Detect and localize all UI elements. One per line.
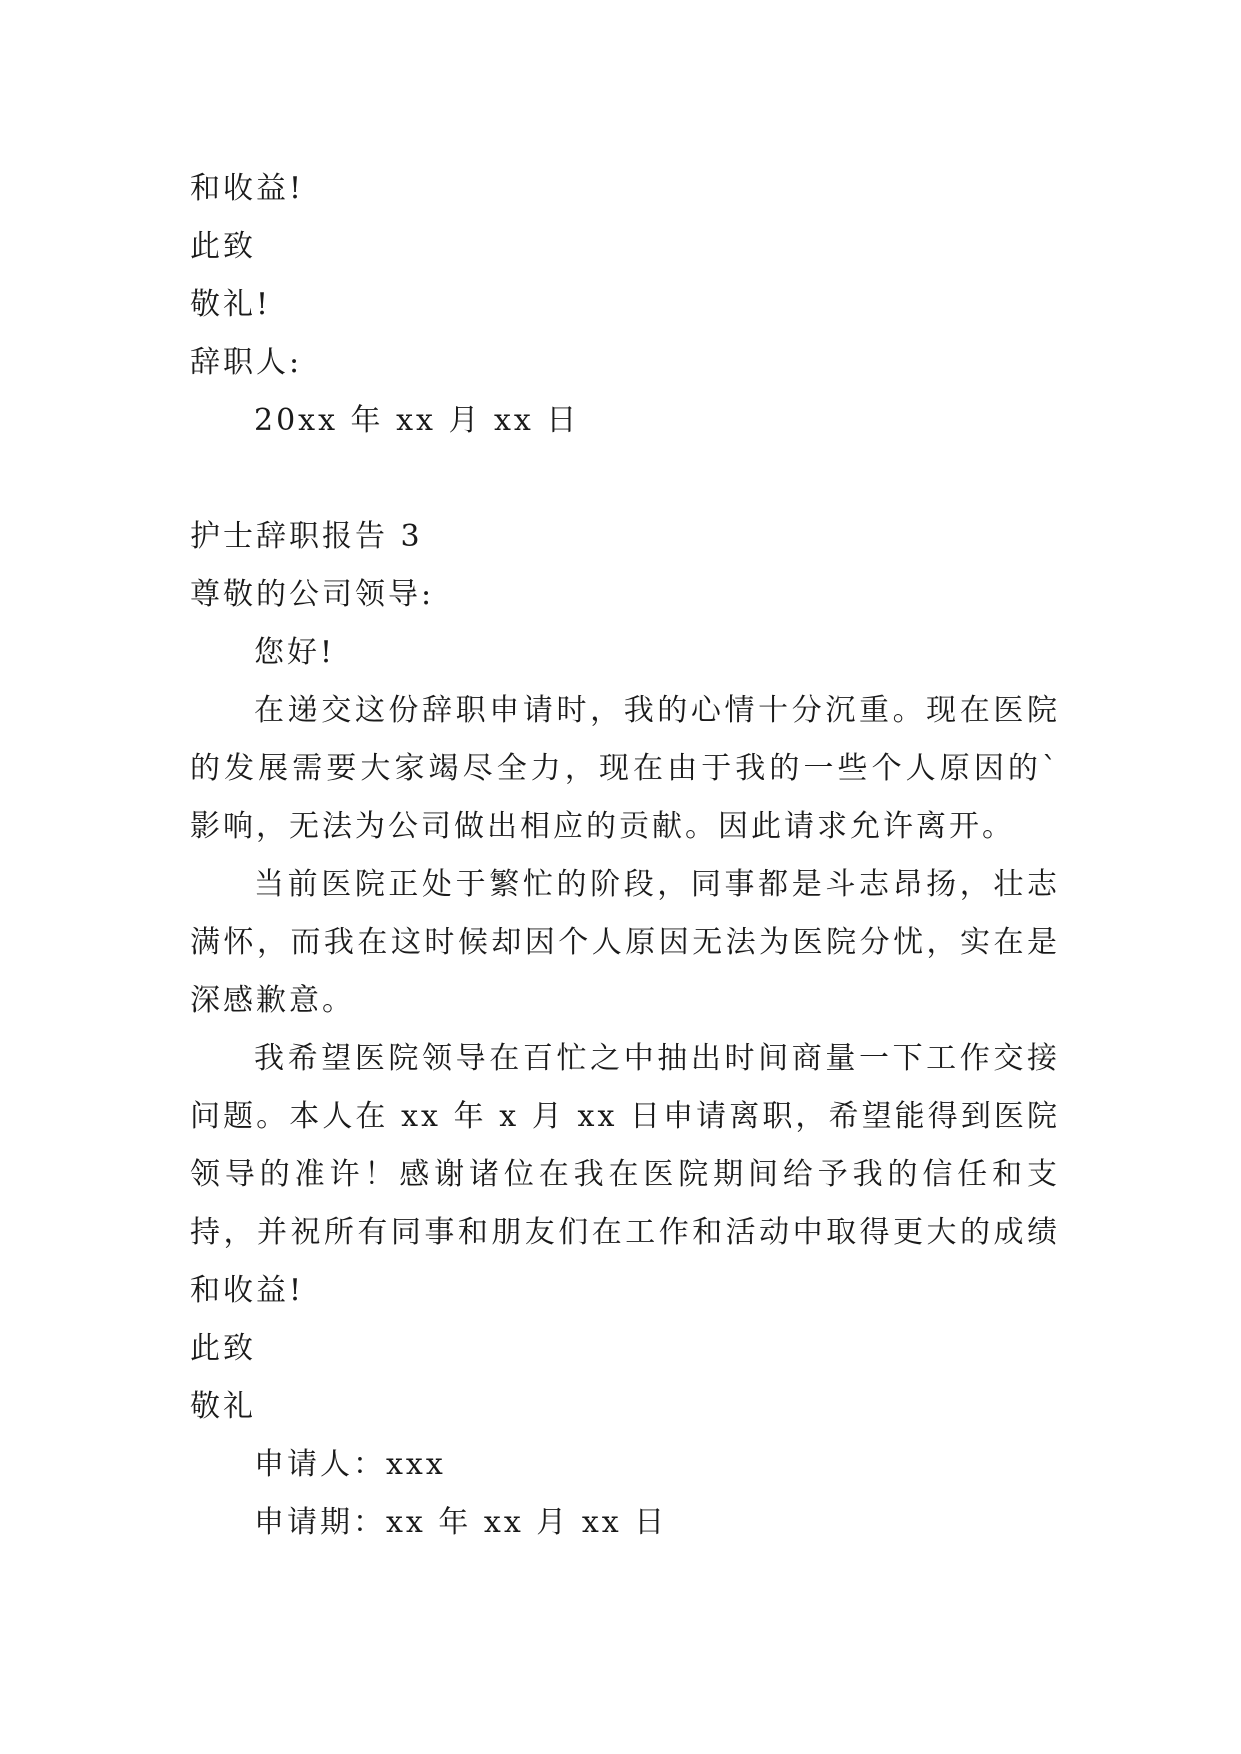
- closing-text: 此致: [190, 1331, 256, 1366]
- salutation-text: 敬礼!: [190, 287, 272, 322]
- document-page: [190, 160, 1060, 1552]
- salutation-text: 敬礼: [190, 1389, 256, 1424]
- letter-greeting: 尊敬的公司领导:: [190, 577, 435, 612]
- letter-hello: 您好!: [254, 635, 336, 670]
- section-title: 护士辞职报告 3: [190, 519, 423, 554]
- application-date: 申请期：xx 年 xx 月 xx 日: [254, 1505, 668, 1540]
- body-paragraph-2: 当前医院正处于繁忙的阶段，同事都是斗志昂扬，壮志满怀，而我在这时候却因个人原因无法为医院分忧，实在是深感歉意。: [190, 867, 1060, 1018]
- section-spacer: [190, 450, 1060, 508]
- body-paragraph-1: 在递交这份辞职申请时，我的心情十分沉重。现在医院的发展需要大家竭尽全力，现在由于我的一些个人原因的`影响，无法为公司做出相应的贡献。因此请求允许离开。: [190, 693, 1060, 844]
- body-paragraph-3: 我希望医院领导在百忙之中抽出时间商量一下工作交接问题。本人在 xx 年 x 月 xx 日申请离职，希望能得到医院领导的准许！感谢诸位在我在医院期间给予我的信任和支持，并祝所有同事和朋友们在工作和活动中取得更大的成绩和收益!: [190, 1041, 1060, 1308]
- applicant-line: 申请人：xxx: [254, 1447, 446, 1482]
- closing-text: 此致: [190, 229, 256, 264]
- signer-label: 辞职人:: [190, 345, 303, 380]
- continuation-line: 和收益!: [190, 171, 305, 206]
- signature-date: 20xx 年 xx 月 xx 日: [254, 403, 580, 438]
